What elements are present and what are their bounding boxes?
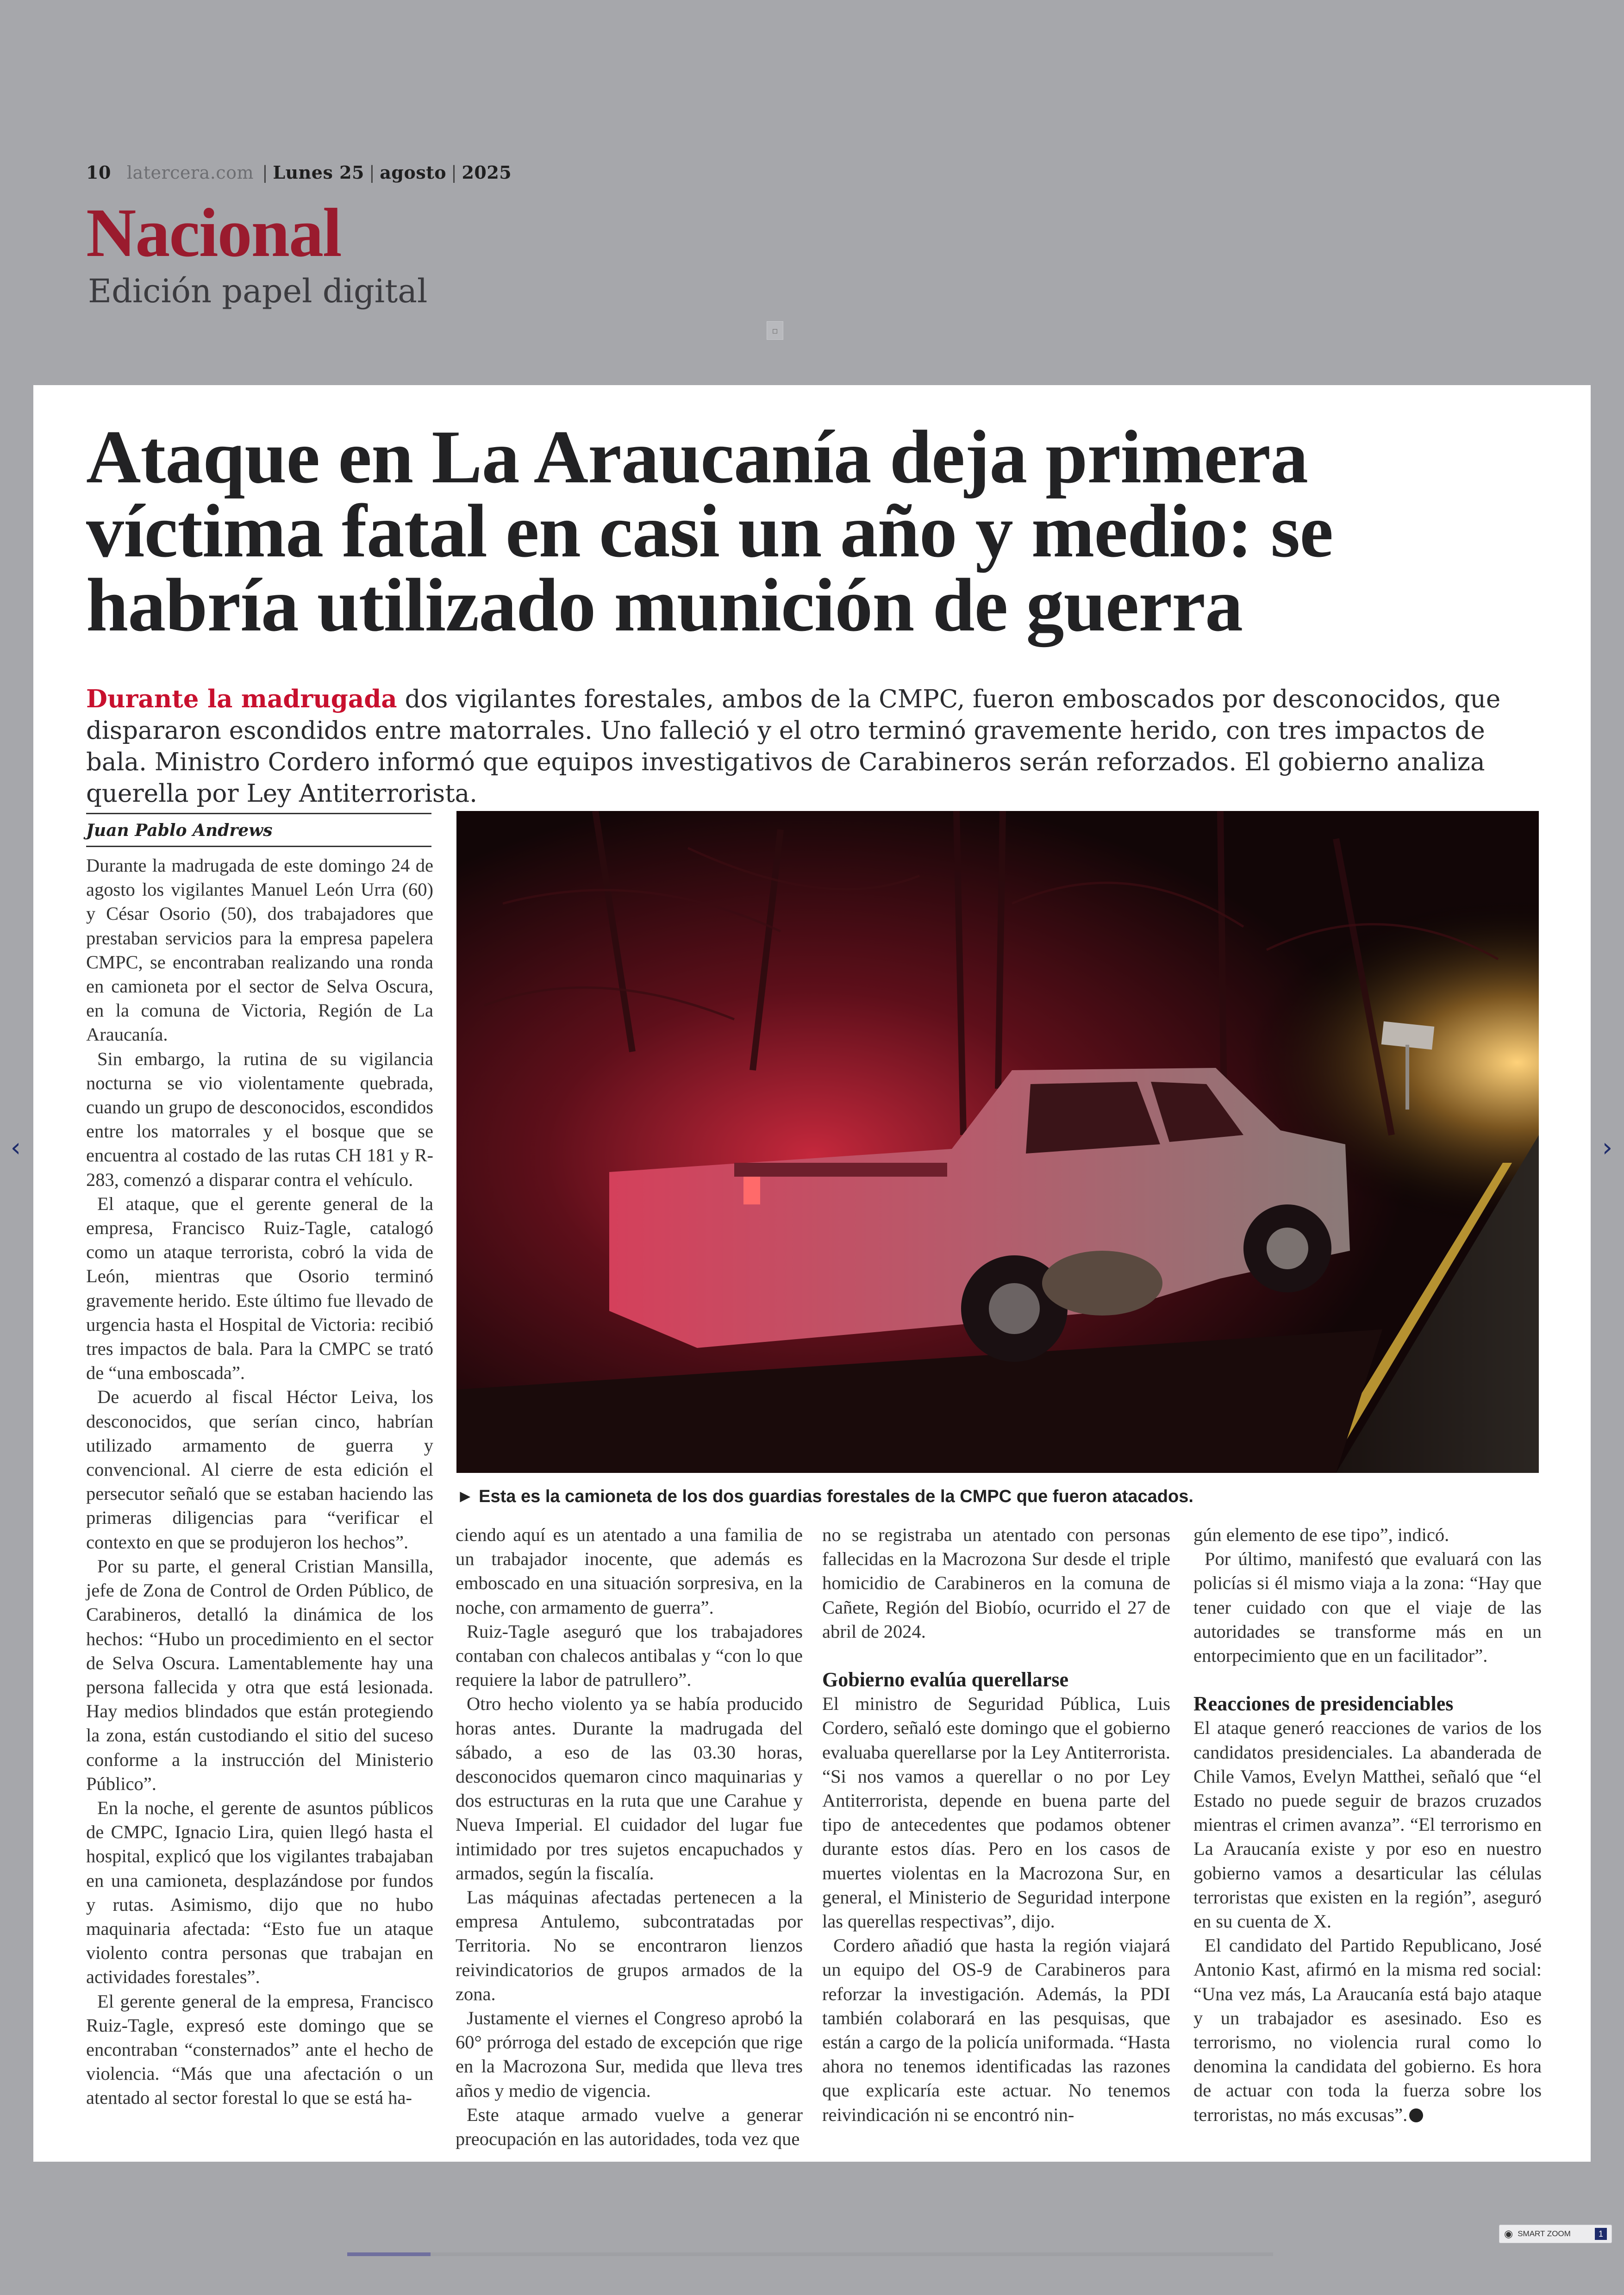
previous-page-arrow-icon[interactable]: ‹ <box>10 1133 21 1163</box>
paragraph: El gerente general de la empresa, Francisco Ruiz-Tagle, expresó este domingo que se encontraban “consternados” ante el hecho de violencia. “Más que una afectación o un atentado al sector forestal lo que se está ha- <box>86 1990 433 2108</box>
paragraph: Por último, manifestó que evaluará con las policías si él mismo viaja a la zona: “Hay que tener cuidado con que el viaje de las autoridades se transforme más en un entorpecimiento que en un facilitador”. <box>1193 1548 1542 1666</box>
end-of-article-icon <box>1409 2108 1423 2122</box>
paragraph: Otro hecho violento ya se había producido horas antes. Durante la madrugada del sábado, a eso de las 03.30 horas, desconocidos quemaron cinco maquinarias y dos estructuras en la ruta que une Carahue y Nueva Imperial. El cuidador del lugar fue intimidado por tres sujetos encapuchados y armados, según la fiscalía. <box>456 1693 803 1883</box>
paragraph: De acuerdo al fiscal Héctor Leiva, los desconocidos, que serían cinco, habrían utilizado armamento de guerra y convencional. Al cierre de esta edición el persecutor señaló que se estaban haciendo las primeras diligencias para “verificar el contexto en que se produjeron los hechos”. <box>86 1386 433 1553</box>
subhead-gobierno: Gobierno evalúa querellarse <box>822 1668 1069 1691</box>
article-photo[interactable] <box>456 811 1539 1473</box>
paragraph: Justamente el viernes el Congreso aprobó la 60° prórroga del estado de excepción que rige en la Macrozona Sur, medida que lleva tres años y medio de vigencia. <box>456 2008 803 2101</box>
smart-zoom-label: SMART ZOOM <box>1518 2229 1571 2238</box>
folio-line: 10 latercera.com | Lunes 25 | agosto | 2025 <box>86 162 512 183</box>
article-column-3 <box>822 1523 1170 2127</box>
paragraph: no se registraba un atentado con personas fallecidas en la Macrozona Sur desde el triple homicidio de Carabineros en la comuna de Cañete, Región del Biobío, ocurrido el 27 de abril de 2024. <box>822 1524 1170 1642</box>
article-lede <box>86 683 1540 810</box>
eye-icon: ◉ <box>1504 2228 1513 2240</box>
edition-subtitle: Edición papel digital <box>88 272 428 310</box>
smart-zoom-button[interactable] <box>1499 2225 1612 2243</box>
pickup-truck-night-image <box>456 811 1539 1473</box>
page-marker-icon[interactable]: ▫ <box>767 321 783 340</box>
paragraph: Las máquinas afectadas pertenecen a la empresa Antulemo, subcontratadas por Territoria. No se encontraron lienzos reivindicatorios de grupos armados de la zona. <box>456 1887 803 2004</box>
article-headline: Ataque en La Araucanía deja primera víctima fatal en casi un año y medio: se habría utilizado munición de guerra <box>86 415 1333 647</box>
paragraph: ciendo aquí es un atentado a una familia de un trabajador inocente, que además es emboscado en una situación sorpresiva, en la noche, con armamento de guerra”. <box>456 1524 803 1618</box>
article-column-4 <box>1193 1523 1542 2127</box>
closing-text: El candidato del Partido Republicano, José Antonio Kast, afirmó en la misma red social: “Una vez más, La Araucanía está bajo ataque y un trabajador es asesinado. Eso es terrorismo, no violencia rural como lo denomina la candidata del gobierno. Es hora de actuar con toda la fuerza sobre los terroristas, no más excusas”. <box>1193 1935 1542 2125</box>
site-name: latercera.com <box>126 162 254 183</box>
article-column-1 <box>86 854 433 2110</box>
next-page-arrow-icon[interactable]: › <box>1602 1133 1613 1163</box>
reading-progress-bar[interactable] <box>347 2252 1273 2256</box>
paragraph: Durante la madrugada de este domingo 24 de agosto los vigilantes Manuel León Urra (60) y César Osorio (50), dos trabajadores que prestaban servicios para la empresa papelera CMPC, se encontraban realizando una ronda en camioneta por el sector de Selva Oscura, en la comuna de Victoria, Región de La Araucanía. <box>86 855 433 1045</box>
paragraph: El ministro de Seguridad Pública, Luis Cordero, señaló este domingo que el gobierno evaluaba querellarse por la Ley Antiterrorista. “Si nos vamos a querellar o no por Ley Antiterrorista, depende en buena parte del tipo de antecedentes que podamos obtener durante estos días. Pero en los casos de muertes violentas en la Macrozona Sur, en general, el Ministerio de Seguridad interpone las querellas respectivas”, dijo. <box>822 1693 1170 1932</box>
article-byline: Juan Pablo Andrews <box>86 813 431 847</box>
newspaper-page <box>33 385 1591 2162</box>
lede-text: dos vigilantes forestales, ambos de la CMPC, fueron emboscados por desconocidos, que dispararon escondidos entre matorrales. Uno falleció y el otro terminó gravemente herido, con tres impactos de bala. Ministro Cordero informó que equipos investigativos de Carabineros serán reforzados. El gobierno analiza querella por Ley Antiterrorista. <box>86 685 1501 808</box>
lede-kicker: Durante la madrugada <box>86 685 397 713</box>
paragraph: El ataque generó reacciones de varios de los candidatos presidenciales. La abanderada de Chile Vamos, Evelyn Matthei, señaló que “el Estado no puede seguir de brazos cruzados mientras el crimen avanza”. “El terrorismo en La Araucanía existe y por eso en nuestro gobierno vamos a desarticular las células terroristas que existen en la región”, aseguró en su cuenta de X. <box>1193 1717 1542 1932</box>
article-column-2 <box>456 1523 803 2151</box>
paragraph: El ataque, que el gerente general de la empresa, Francisco Ruiz-Tagle, catalogó como un ataque terrorista, cobró la vida de León, mientras que Osorio terminó gravemente herido. Este último fue llevado de urgencia hasta el Hospital de Victoria: recibió tres impactos de bala. Para la CMPC se trató de “una emboscada”. <box>86 1193 433 1384</box>
paragraph: Sin embargo, la rutina de su vigilancia nocturna se vio violentamente quebrada, cuando un grupo de desconocidos, escondidos entre los matorrales y el bosque que se encuentra al costado de las rutas CH 181 y R-283, comenzó a disparar contra el vehículo. <box>86 1048 433 1190</box>
section-title: Nacional <box>86 194 341 271</box>
date-day: Lunes 25 <box>273 162 364 183</box>
subhead-presidenciables: Reacciones de presidenciables <box>1193 1692 1454 1715</box>
paragraph: Este ataque armado vuelve a generar preocupación en las autoridades, toda vez que <box>456 2104 803 2150</box>
page-number: 10 <box>86 162 111 183</box>
paragraph: Por su parte, el general Cristian Mansilla, jefe de Zona de Control de Orden Público, de Carabineros, detalló la dinámica de los hechos: “Hubo un procedimiento en el sector de Selva Oscura. Lamentablemente hay una persona fallecida y otra que está lesionada. Hay medios blindados que están protegiendo la zona, están custodiando el sitio del suceso conforme a la instrucción del Ministerio Público”. <box>86 1555 433 1794</box>
paragraph: En la noche, el gerente de asuntos públicos de CMPC, Ignacio Lira, quien llegó hasta el hospital, explicó que los vigilantes trabajaban en una camioneta, desplazándose por fundos y rutas. Asimismo, dijo que no hubo maquinaria afectada: “Esto fue un ataque violento contra personas que trabajan en actividades forestales”. <box>86 1797 433 1988</box>
paragraph: gún elemento de ese tipo”, indicó. <box>1193 1524 1449 1545</box>
paragraph: Cordero añadió que hasta la región viajará un equipo del OS-9 de Carabineros para reforzar la investigación. Además, la PDI también colaborará en las pesquisas, que están a cargo de la policía uniformada. “Hasta ahora no tenemos identificadas las razones que explicaría este actuar. No tenemos reivindicación ni se encontró nin- <box>822 1935 1170 2125</box>
reading-progress-fill <box>347 2252 431 2256</box>
photo-caption: ► Esta es la camioneta de los dos guardias forestales de la CMPC que fueron atacados. <box>456 1487 1193 1506</box>
smart-zoom-page-badge: 1 <box>1595 2228 1607 2240</box>
date-month: agosto <box>380 162 447 183</box>
paragraph: Ruiz-Tagle aseguró que los trabajadores contaban con chalecos antibalas y “con lo que requiere la labor de patrullero”. <box>456 1621 803 1690</box>
date-year: 2025 <box>462 162 512 183</box>
paragraph <box>1193 1933 1542 2127</box>
